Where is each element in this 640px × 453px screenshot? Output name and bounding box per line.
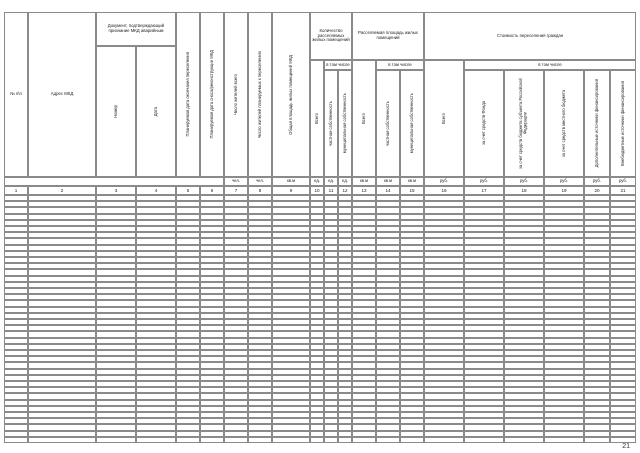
table-cell [544,437,584,443]
header-cost-label: Стоимость переселения граждан [496,32,564,38]
unit-label: руб. [480,178,488,184]
header-planned-demolition-label: Планируемая дата сноса/реконструкции МКД [208,50,214,139]
header-address-label: Адрес МКД [50,91,74,97]
column-number-label: 14 [385,187,391,193]
column-number-label: 11 [328,187,334,193]
header-cost-total-label: Всего [440,113,446,124]
column-number-label: 16 [441,187,447,193]
header-residents-planned-label: Число жителей планируемых к переселению [256,50,262,139]
unit-label: чел. [232,178,240,184]
header-area-including-label: в том числе [388,61,412,67]
column-number-label: 12 [342,187,348,193]
unit-label: кв.м [407,178,417,184]
unit-label: ед. [342,178,348,184]
header-cost-local-label: за счет средств местного бюджета [560,89,566,158]
header-area-to-resettle-label: Расселяемая площадь жилых помещений [358,30,418,40]
unit-label: ед. [328,178,334,184]
table-cell [200,437,224,443]
table-cell [338,437,352,443]
column-number-label: 21 [620,187,626,193]
header-planned-completion-label: Планируемая дата окончания переселения [184,52,190,137]
page-number: 21 [622,443,630,450]
unit-label: руб. [440,178,448,184]
table-cell [136,437,176,443]
column-number-label: 1 [14,187,18,193]
table-cell [310,437,324,443]
column-number-label: 18 [521,187,527,193]
unit-label: кв.м [383,178,393,184]
column-number-label: 10 [314,187,320,193]
header-total-area-label: Общая площадь жилых помещений МКД [287,54,293,135]
header-doc-number-label: Номер [112,105,118,118]
table-cell [28,437,96,443]
unit-label: руб. [593,178,601,184]
header-rooms-municipal-label: муниципальная собственность [341,93,347,154]
header-area-private-label: частная собственность [384,100,390,147]
table-cell [504,437,544,443]
header-rooms-count-label: Количество расселяемых жилых помещений [312,27,350,43]
unit-label: чел. [256,178,264,184]
table-body [4,4,636,449]
header-rooms-private-label: частная собственность [327,100,333,147]
unit-label: руб. [560,178,568,184]
column-number-label: 19 [561,187,567,193]
resettlement-table [4,4,636,449]
table-cell [584,437,610,443]
header-cost-fund-label: за счет средств Фонда [480,101,486,146]
unit-label: руб. [619,178,627,184]
column-number-label: 15 [409,187,415,193]
header-area-total-label: Всего [360,113,366,124]
column-number-label: 20 [594,187,600,193]
header-area-municipal-label: муниципальная собственность [408,93,414,154]
table-cell [272,437,310,443]
column-number-label: 6 [210,187,214,193]
column-number-label: 9 [289,187,293,193]
column-number-label: 13 [361,187,367,193]
unit-label: ед. [314,178,320,184]
header-cost-subject-label: за счет средств бюджета субъекта Российской Федерации [518,78,528,169]
column-number-label: 3 [114,187,118,193]
unit-label: кв.м [286,178,296,184]
header-rooms-total-label: Всего [313,113,319,124]
table-cell [400,437,424,443]
column-number-label: 17 [481,187,487,193]
header-doc-date-label: Дата [152,106,158,117]
table-cell [464,437,504,443]
header-residents-total-label: Число жителей всего [232,73,238,116]
unit-label: кв.м [359,178,369,184]
table-cell [424,437,464,443]
column-number-label: 4 [154,187,158,193]
table-cell [224,437,248,443]
table-cell [4,437,28,443]
table-cell [324,437,338,443]
unit-label: руб. [520,178,528,184]
header-document-label: Документ, подтверждающий признание МКД аварийным [107,23,165,33]
column-number-label: 5 [186,187,190,193]
header-cost-extra-label: Дополнительные источники финансирования [593,79,599,168]
table-cell [176,437,200,443]
header-cost-including-label: в том числе [538,61,562,67]
table-cell [352,437,376,443]
column-number-label: 7 [234,187,238,193]
header-rooms-including-label: в том числе [326,61,350,67]
header-cost-excess-label: Внебюджетные источники финансирования [619,81,625,166]
column-number-label: 8 [258,187,262,193]
column-number-label: 2 [60,187,64,193]
header-row-number-label: № п\п [10,91,22,97]
table-cell [248,437,272,443]
table-cell [376,437,400,443]
table-cell [96,437,136,443]
